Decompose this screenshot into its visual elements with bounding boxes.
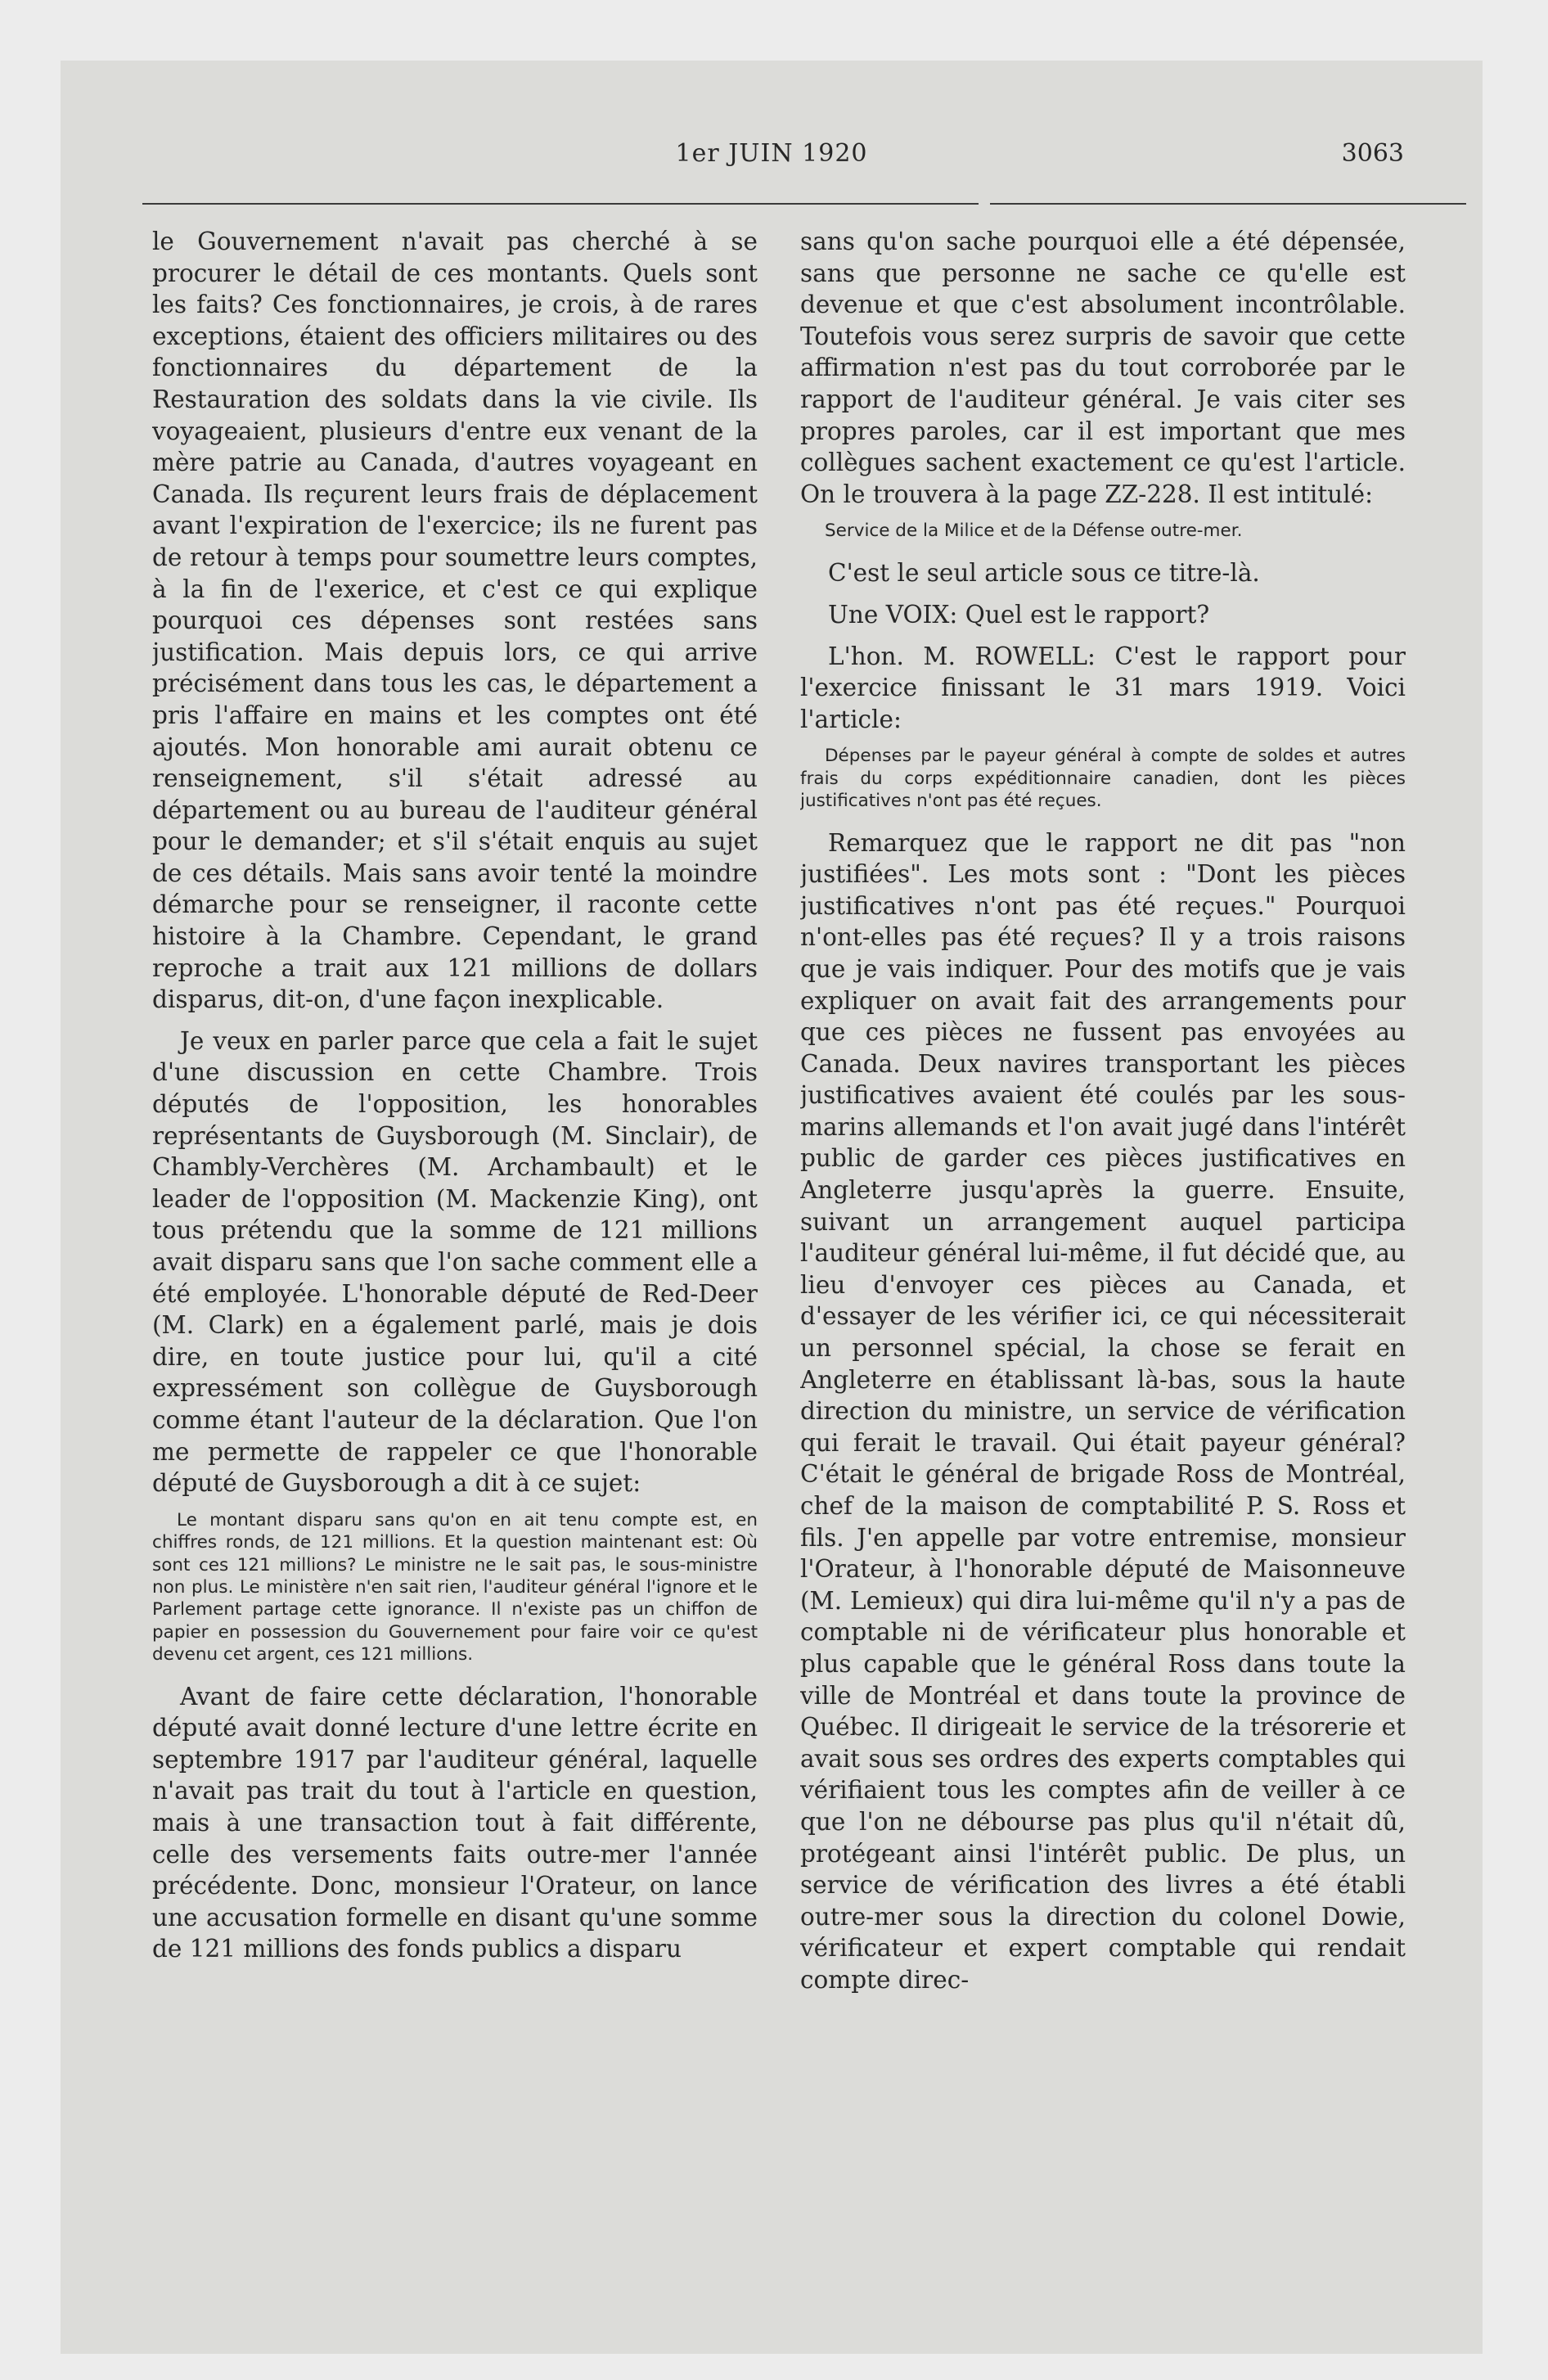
paragraph: Une VOIX: Quel est le rapport? [828, 600, 1210, 629]
block-quote: Le montant disparu sans qu'on en ait tenu compte est, en chiffres ronds, de 121 millions. Et la question maintenant est: Où sont ces 121 millions? Le ministre ne le sait pas, le sous-ministre non plus. Le ministère n'en sait rien, l'auditeur général l'ignore et le Parlement partage cette ignorance. Il n'existe pas un chiffon de papier en possession du Gouvernement pour faire voir ce qu'est devenu cet argent, ces 121 millions. [152, 1509, 758, 1666]
paragraph: C'est le seul article sous ce titre-là. [828, 559, 1260, 588]
paragraph: Remarquez que le rapport ne dit pas "non justifiées". Les mots sont : "Dont les pièces justificatives n'ont pas été reçues." Pourquoi n'ont-elles pas été reçues? Il y a trois raisons que je vais indiquer. Pour des motifs que je vais expliquer on avait fait des arrangements pour que ces pièces ne fussent pas envoyées au Canada. Deux navires transportant les pièces justificatives avaient été coulés par les sous-marins allemands et l'on avait jugé dans l'intérêt public de garder ces pièces justificatives en Angleterre jusqu'après la guerre. Ensuite, suivant un arrangement auquel participa l'auditeur général lui-même, il fut décidé que, au lieu d'envoyer ces pièces au Canada, et d'essayer de les vérifier ici, ce qui nécessiterait un personnel spécial, la chose se ferait en Angleterre en établissant là-bas, sous la haute direction du ministre, un service de vérification qui ferait le travail. Qui était payeur général? C'était le général de brigade Ross de Montréal, chef de la maison de comptabilité P. S. Ross et fils. J'en appelle par votre entremise, monsieur l'Orateur, à l'honorable député de Maisonneuve (M. Lemieux) qui dira lui-même qu'il n'y a pas de comptable ni de vérificateur plus honorable et plus capable que le général Ross dans toute la ville de Montréal et dans toute la province de Québec. Il dirigeait le service de la trésorerie et avait sous ses ordres des experts comptables qui vérifiaient tous les comptes afin de veiller à ce que l'on ne débourse pas plus qu'il n'était dû, protégeant ainsi l'intérêt public. De plus, un service de vérification des livres a été établi outre-mer sous la direction du colonel Dowie, vérificateur et expert comptable qui rendait compte direc- [800, 828, 1406, 1994]
header-date: 1er JUIN 1920 [675, 139, 868, 168]
left-column [152, 226, 758, 2313]
paragraph: sans qu'on sache pourquoi elle a été dépensée, sans que personne ne sache ce qu'elle est devenue et que c'est absolument incontrôlable. Toutefois vous serez surpris de savoir que cette affirmation n'est pas du tout corroborée par le rapport de l'auditeur général. Je vais citer ses propres paroles, car il est important que mes collègues sachent exactement ce qu'est l'article. On le trouvera à la page ZZ-228. Il est intitulé: [800, 228, 1406, 508]
section-heading-quote: Service de la Milice et de la Défense outre-mer. [825, 521, 1243, 542]
header-rule-right [990, 203, 1466, 205]
paragraph: L'hon. M. ROWELL: C'est le rapport pour l'exercice finissant le 31 mars 1919. Voici l'article: [800, 642, 1406, 733]
paragraph: Je veux en parler parce que cela a fait le sujet d'une discussion en cette Chambre. Trois députés de l'opposition, les honorables représentants de Guysborough (M. Sinclair), de Chambly-Verchères (M. Archambault) et le leader de l'opposition (M. Mackenzie King), ont tous prétendu que la somme de 121 millions avait disparu sans que l'on sache comment elle a été employée. L'honorable député de Red-Deer (M. Clark) en a également parlé, mais je dois dire, en toute justice pour lui, qu'il a cité expressément son collègue de Guysborough comme étant l'auteur de la déclaration. Que l'on me permette de rappeler ce que l'honorable député de Guysborough a dit à ce sujet: [152, 1026, 758, 1498]
right-column [800, 226, 1406, 2313]
page-number: 3063 [1341, 139, 1404, 168]
running-header [61, 139, 1483, 188]
header-rule-left [142, 203, 979, 205]
paragraph: le Gouvernement n'avait pas cherché à se procurer le détail de ces montants. Quels sont les faits? Ces fonctionnaires, je crois, à de rares exceptions, étaient des officiers militaires ou des fonctionnaires du département de la Restauration des soldats dans la vie civile. Ils voyageaient, plusieurs d'entre eux venant de la mère patrie au Canada, d'autres voyageant en Canada. Ils reçurent leurs frais de déplacement avant l'expiration de l'exercice; ils ne furent pas de retour à temps pour soumettre leurs comptes, à la fin de l'exerice, et c'est ce qui explique pourquoi ces dépenses sont restées sans justification. Mais depuis lors, ce qui arrive précisément dans tous les cas, le département a pris l'affaire en mains et les comptes ont été ajoutés. Mon honorable ami aurait obtenu ce renseignement, s'il s'était adressé au département ou au bureau de l'auditeur général pour le demander; et s'il s'était enquis au sujet de ces détails. Mais sans avoir tenté la moindre démarche pour se renseigner, il raconte cette histoire à la Chambre. Cependant, le grand reproche a trait aux 121 millions de dollars disparus, dit-on, d'une façon inexplicable. [152, 228, 758, 1014]
block-quote: Dépenses par le payeur général à compte de soldes et autres frais du corps expéditionnaire canadien, dont les pièces justificatives n'ont pas été reçues. [800, 746, 1406, 812]
paragraph: Avant de faire cette déclaration, l'honorable député avait donné lecture d'une lettre écrite en septembre 1917 par l'auditeur général, laquelle n'avait pas trait du tout à l'article en question, mais à une transaction tout à fait différente, celle des versements faits outre-mer l'année précédente. Donc, monsieur l'Orateur, on lance une accusation formelle en disant qu'une somme de 121 millions des fonds publics a disparu [152, 1682, 758, 1963]
page-sheet [61, 61, 1483, 2354]
